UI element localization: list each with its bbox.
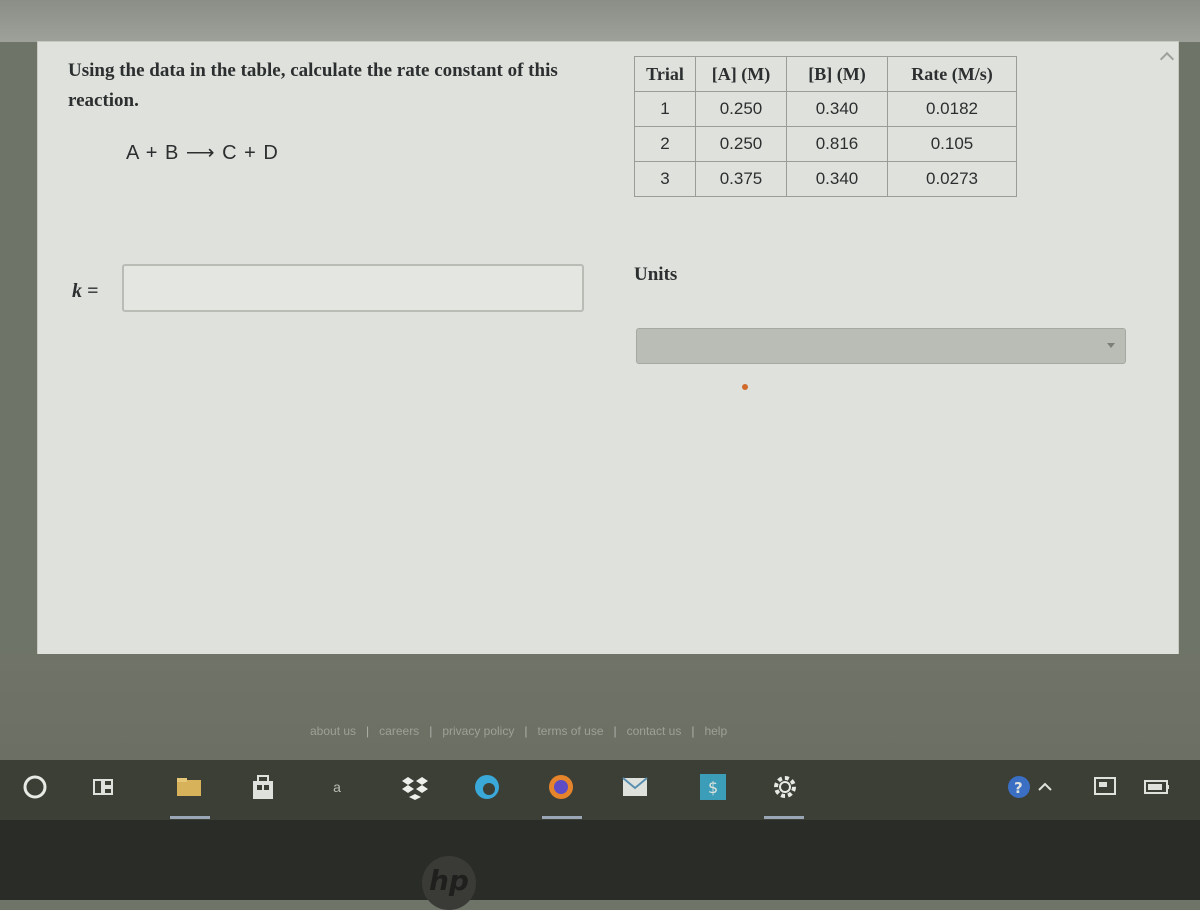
table-cell: 0.375 xyxy=(696,162,787,197)
hp-logo: hp xyxy=(422,856,476,910)
mail-icon[interactable] xyxy=(618,770,652,804)
page-footer xyxy=(0,654,1200,760)
footer-links: about us | careers | privacy policy | terms of use | contact us | help xyxy=(300,724,737,738)
table-cell: 0.340 xyxy=(787,162,888,197)
svg-text:?: ? xyxy=(1014,779,1023,797)
header-trial: Trial xyxy=(635,57,696,92)
task-view-icon[interactable] xyxy=(86,770,120,804)
notification-icon[interactable] xyxy=(1088,770,1122,804)
screen-top-edge xyxy=(0,0,1200,42)
file-explorer-icon[interactable] xyxy=(172,770,206,804)
table-row xyxy=(635,162,1017,197)
footer-link-about[interactable]: about us xyxy=(310,724,357,738)
question-text: Using the data in the table, calculate the rate constant of this reaction. xyxy=(68,60,558,111)
footer-link-careers[interactable]: careers xyxy=(379,724,420,738)
taskbar xyxy=(0,760,1200,820)
k-answer-input[interactable] xyxy=(122,264,584,312)
table-cell: 0.105 xyxy=(888,127,1017,162)
active-indicator xyxy=(542,816,582,819)
mouse-cursor xyxy=(742,384,748,390)
units-label: Units xyxy=(634,264,678,285)
active-indicator xyxy=(170,816,210,819)
table-cell: 0.0273 xyxy=(888,162,1017,197)
table-cell: 2 xyxy=(635,127,696,162)
settings-icon[interactable] xyxy=(768,770,802,804)
firefox-icon[interactable] xyxy=(544,770,578,804)
header-a: [A] (M) xyxy=(696,57,787,92)
footer-link-terms[interactable]: terms of use xyxy=(537,724,604,738)
reaction-equation: A + B ⟶ C + D xyxy=(126,142,279,164)
k-label: k = xyxy=(72,280,99,302)
laptop-bezel xyxy=(0,820,1200,900)
table-cell: 0.0182 xyxy=(888,92,1017,127)
battery-icon[interactable] xyxy=(1140,770,1174,804)
footer-link-contact[interactable]: contact us xyxy=(626,724,682,738)
units-dropdown[interactable] xyxy=(636,328,1126,364)
table-row xyxy=(635,92,1017,127)
table-cell: 0.250 xyxy=(696,127,787,162)
svg-text:$: $ xyxy=(708,778,719,797)
header-rate: Rate (M/s) xyxy=(888,57,1017,92)
table-header-row xyxy=(635,57,1017,92)
footer-link-help[interactable]: help xyxy=(704,724,728,738)
app-s-icon[interactable] xyxy=(696,770,730,804)
table-cell: 0.340 xyxy=(787,92,888,127)
chevron-down-icon xyxy=(1107,343,1115,348)
edge-icon[interactable] xyxy=(470,770,504,804)
table-cell: 0.816 xyxy=(787,127,888,162)
active-indicator xyxy=(764,816,804,819)
cortana-circle-icon[interactable] xyxy=(18,770,52,804)
header-b: [B] (M) xyxy=(787,57,888,92)
question-panel xyxy=(38,42,1178,654)
footer-link-privacy[interactable]: privacy policy xyxy=(442,724,515,738)
table-cell: 3 xyxy=(635,162,696,197)
app-a-icon[interactable]: a xyxy=(333,779,341,795)
chevron-up-icon[interactable] xyxy=(1028,770,1062,804)
table-cell: 1 xyxy=(635,92,696,127)
store-icon[interactable] xyxy=(246,770,280,804)
data-table xyxy=(634,56,1017,197)
table-row xyxy=(635,127,1017,162)
table-cell: 0.250 xyxy=(696,92,787,127)
scroll-up-icon[interactable] xyxy=(1160,52,1174,66)
dropbox-icon[interactable] xyxy=(398,770,432,804)
